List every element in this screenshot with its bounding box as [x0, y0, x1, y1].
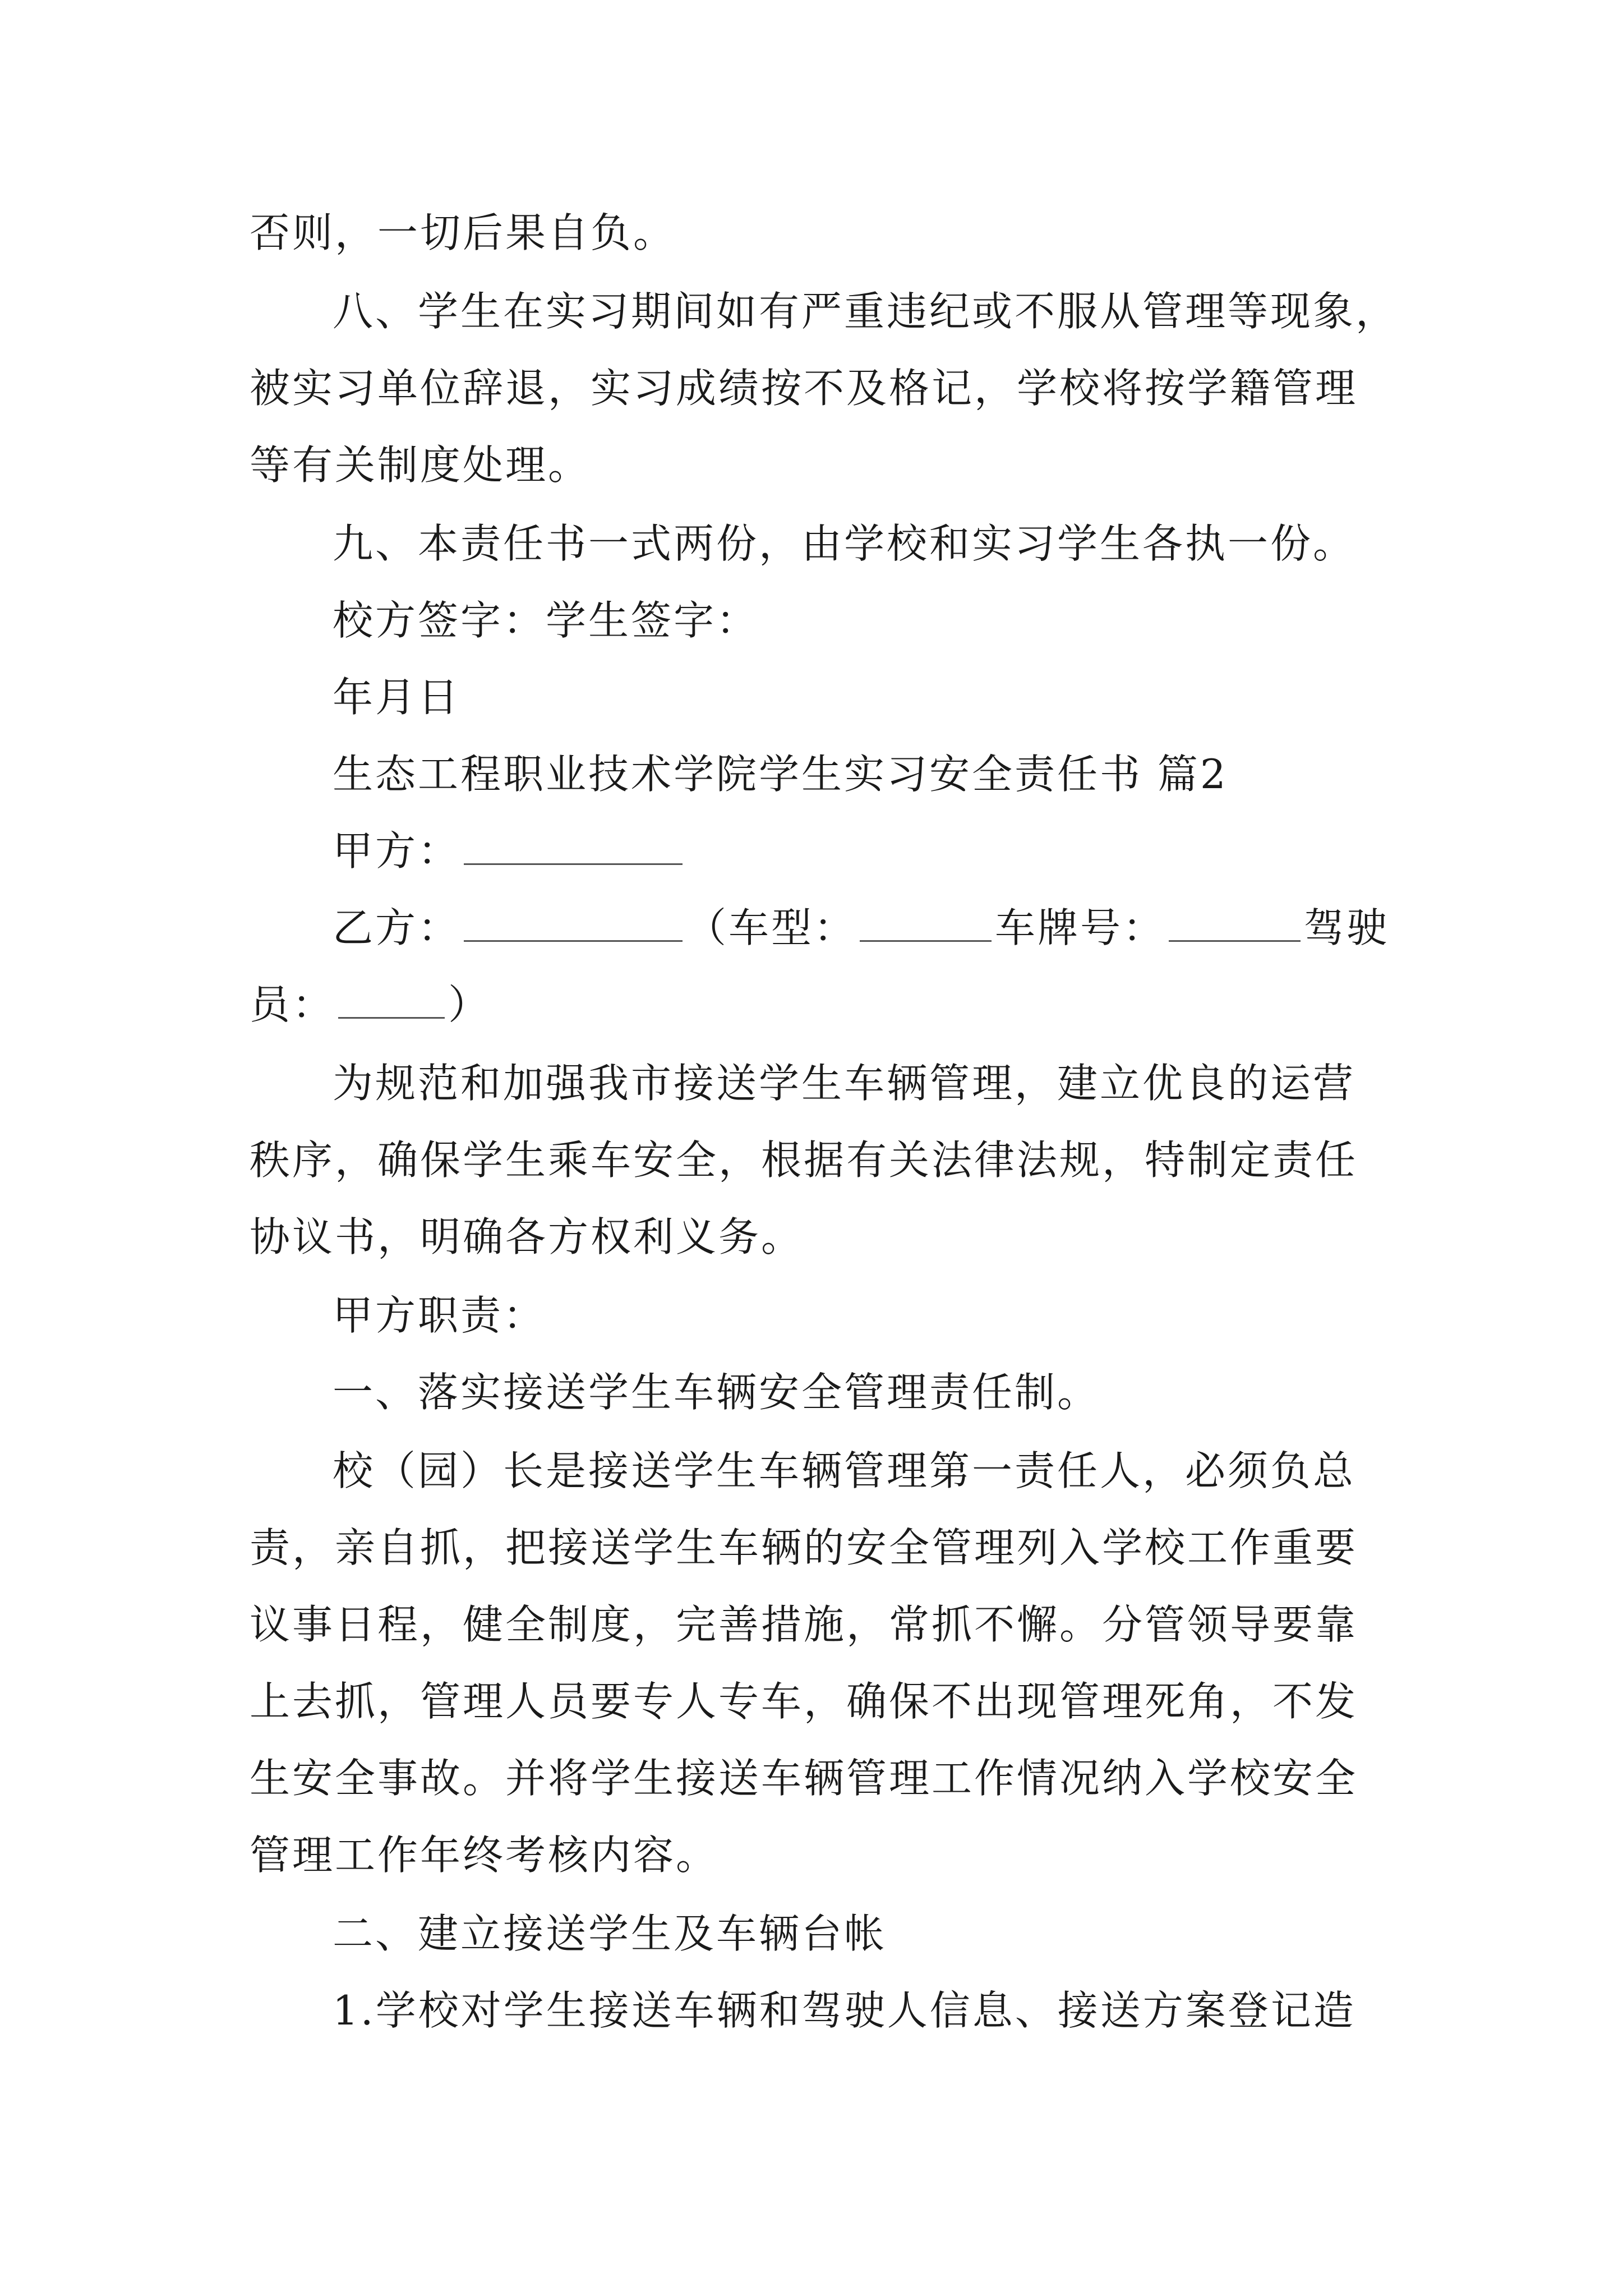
vehicle-type-blank	[860, 907, 992, 942]
text-line: 议事日程，健全制度，完善措施，常抓不懈。分管领导要靠	[250, 1601, 1358, 1648]
duty-two-item-one: 1.学校对学生接送车辆和驾驶人信息、接送方案登记造	[333, 1987, 1356, 2034]
driver-label: 驾驶	[1304, 904, 1390, 951]
text-line: 等有关制度处理。	[250, 441, 591, 489]
section-title: 生态工程职业技术学院学生实习安全责任书 篇2	[333, 751, 1228, 798]
duty-one-heading: 一、落实接送学生车辆安全管理责任制。	[333, 1369, 1100, 1416]
party-a-label: 甲方：	[333, 827, 461, 875]
vehicle-type-label: （车型：	[686, 904, 857, 951]
text-line: 被实习单位辞退，实习成绩按不及格记，学校将按学籍管理	[250, 365, 1358, 412]
date-line: 年月日	[333, 674, 461, 721]
party-b-blank	[464, 907, 683, 942]
party-a-blank	[464, 830, 683, 865]
text-line: 上去抓，管理人员要专人专车，确保不出现管理死角，不发	[250, 1678, 1358, 1725]
text-line: 否则，一切后果自负。	[250, 209, 676, 256]
plate-blank	[1169, 907, 1301, 942]
paragraph-nine: 九、本责任书一式两份，由学校和实习学生各执一份。	[333, 520, 1356, 567]
intro-paragraph: 为规范和加强我市接送学生车辆管理，建立优良的运营	[333, 1060, 1356, 1107]
text-line: 秩序，确保学生乘车安全，根据有关法律法规，特制定责任	[250, 1137, 1358, 1184]
party-a-line	[333, 823, 686, 879]
paragraph-eight: 八、学生在实习期间如有严重违纪或不服从管理等现象，	[333, 288, 1399, 335]
close-paren: ）	[448, 981, 491, 1028]
text-line: 协议书，明确各方权利义务。	[250, 1213, 804, 1260]
text-line: 生安全事故。并将学生接送车辆管理工作情况纳入学校安全	[250, 1755, 1358, 1802]
signature-line: 校方签字：学生签字：	[333, 597, 759, 644]
party-b-line	[333, 900, 1389, 956]
driver-line	[250, 977, 491, 1033]
driver-blank	[338, 983, 445, 1019]
party-a-duties-heading: 甲方职责：	[333, 1292, 546, 1339]
duty-two-heading: 二、建立接送学生及车辆台帐	[333, 1910, 887, 1957]
plate-label: 车牌号：	[995, 904, 1166, 951]
party-b-label: 乙方：	[333, 904, 461, 951]
text-line: 管理工作年终考核内容。	[250, 1832, 719, 1879]
duty-one-paragraph: 校（园）长是接送学生车辆管理第一责任人，必须负总	[333, 1447, 1356, 1494]
text-line: 责，亲自抓，把接送学生车辆的安全管理列入学校工作重要	[250, 1524, 1358, 1571]
driver-label-cont: 员：	[250, 981, 335, 1028]
